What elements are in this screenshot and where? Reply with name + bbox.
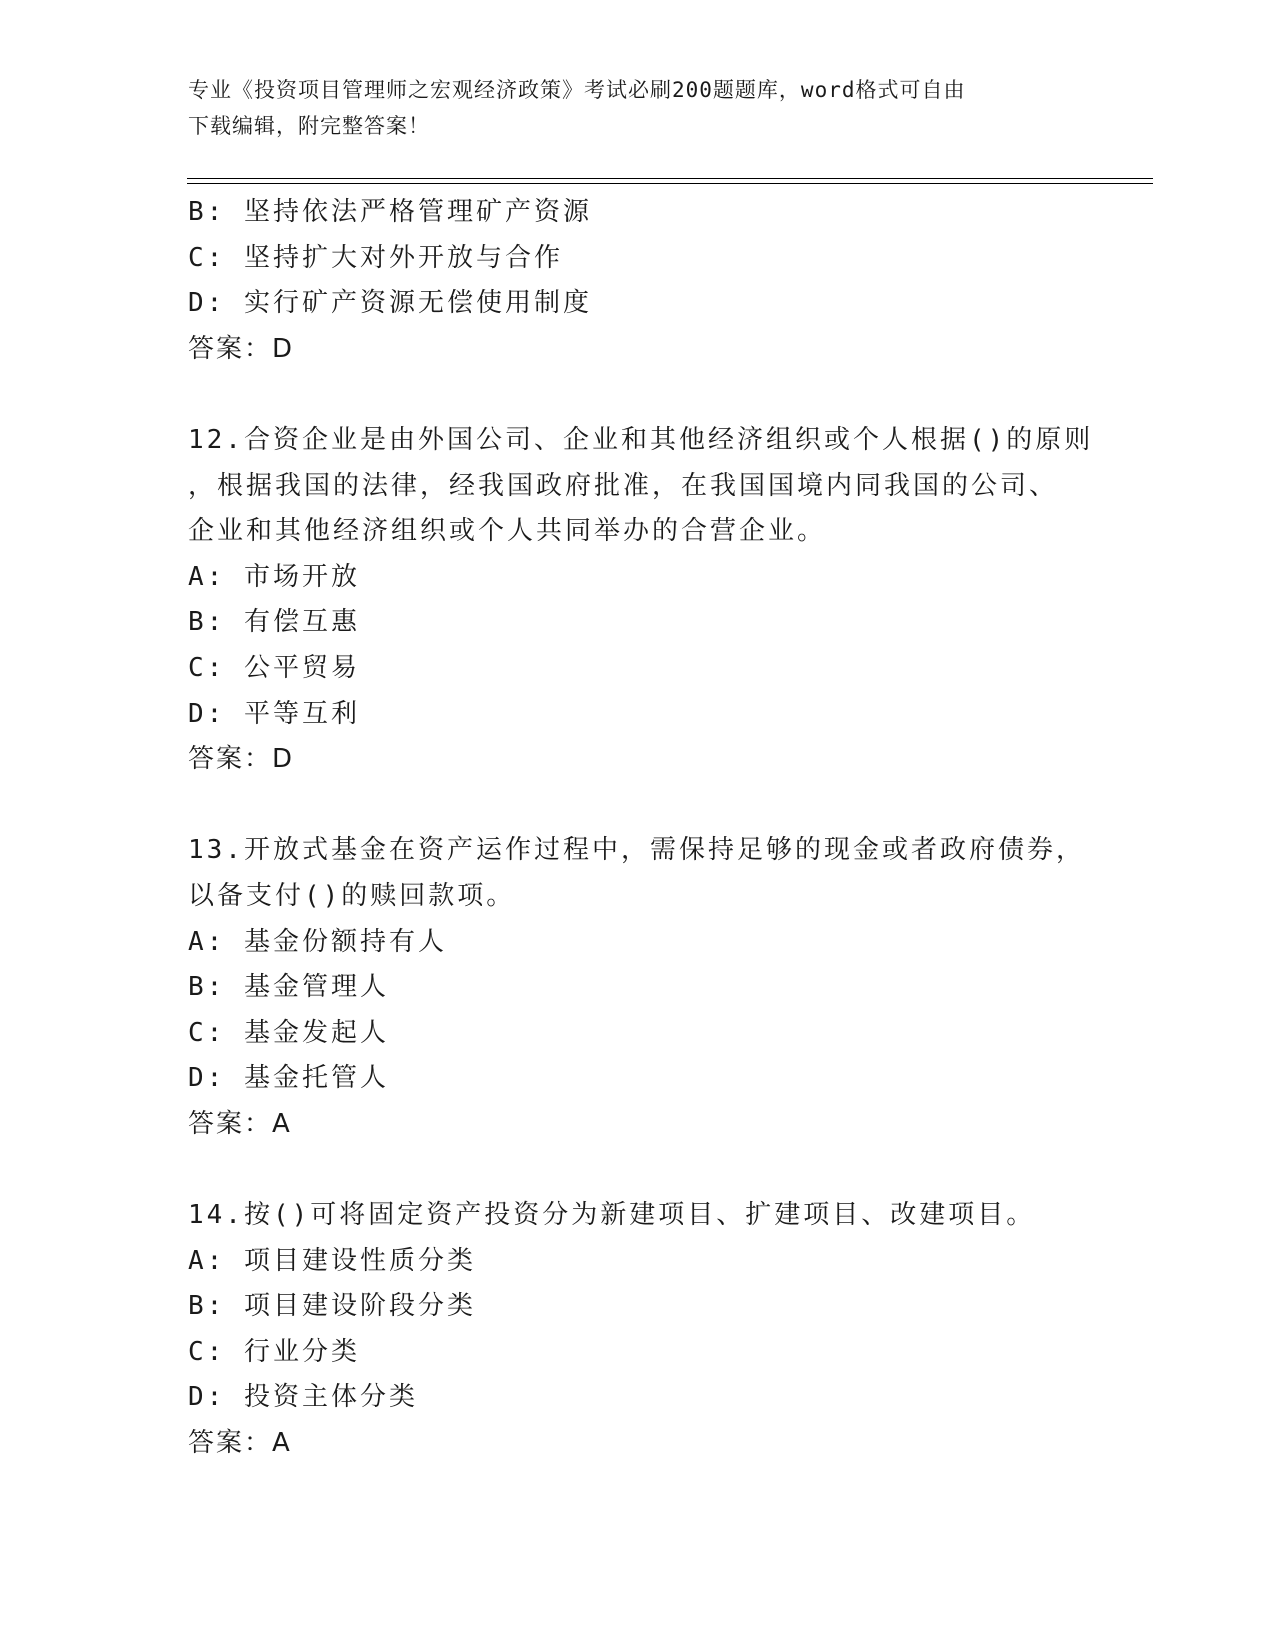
question-11-continued (188, 190, 1088, 372)
question-13 (188, 828, 1088, 1147)
question-14 (188, 1193, 1088, 1467)
answer-line: 答案：A (188, 1108, 292, 1139)
option-a: A: 基金份额持有人 (188, 926, 447, 957)
header-line-2: 下载编辑，附完整答案！ (188, 114, 430, 138)
spacer (188, 783, 1088, 829)
option-a: A: 项目建设性质分类 (188, 1245, 476, 1276)
option-a: A: 市场开放 (188, 561, 360, 592)
option-c: C: 行业分类 (188, 1336, 360, 1367)
option-b: B: 项目建设阶段分类 (188, 1291, 476, 1322)
question-stem-line: ，根据我国的法律，经我国政府批准，在我国国境内同我国的公司、 (188, 470, 1059, 501)
question-12 (188, 418, 1094, 783)
document-body (188, 190, 1094, 1467)
answer-line: 答案：A (188, 1428, 292, 1459)
header-divider-bottom (187, 183, 1153, 184)
option-d: D: 基金托管人 (188, 1063, 389, 1094)
option-b: B: 有偿互惠 (188, 607, 360, 638)
spacer (188, 1147, 1088, 1193)
option-c: C: 公平贸易 (188, 652, 360, 683)
option-c: C: 基金发起人 (188, 1017, 389, 1048)
option-c: C: 坚持扩大对外开放与合作 (188, 242, 563, 273)
header-line-1: 专业《投资项目管理师之宏观经济政策》考试必刷200题题库，word格式可自由 (188, 78, 966, 102)
option-d: D: 实行矿产资源无偿使用制度 (188, 288, 592, 319)
question-stem-line: 企业和其他经济组织或个人共同举办的合营企业。 (188, 516, 827, 547)
option-b: B: 坚持依法严格管理矿产资源 (188, 197, 592, 227)
header-divider-top (187, 178, 1153, 179)
spacer (188, 372, 1088, 418)
question-stem-line: 13.开放式基金在资产运作过程中，需保持足够的现金或者政府债券， (188, 835, 1085, 866)
option-d: D: 平等互利 (188, 698, 360, 729)
question-stem-line: 12.合资企业是由外国公司、企业和其他经济组织或个人根据()的原则 (188, 424, 1094, 455)
option-d: D: 投资主体分类 (188, 1382, 418, 1413)
question-stem-line: 14.按()可将固定资产投资分为新建项目、扩建项目、改建项目。 (188, 1200, 1036, 1231)
question-stem-line: 以备支付()的赎回款项。 (188, 880, 516, 911)
answer-line: 答案：D (188, 333, 295, 364)
document-header (188, 72, 1068, 144)
answer-line: 答案：D (188, 744, 295, 775)
option-b: B: 基金管理人 (188, 972, 389, 1003)
